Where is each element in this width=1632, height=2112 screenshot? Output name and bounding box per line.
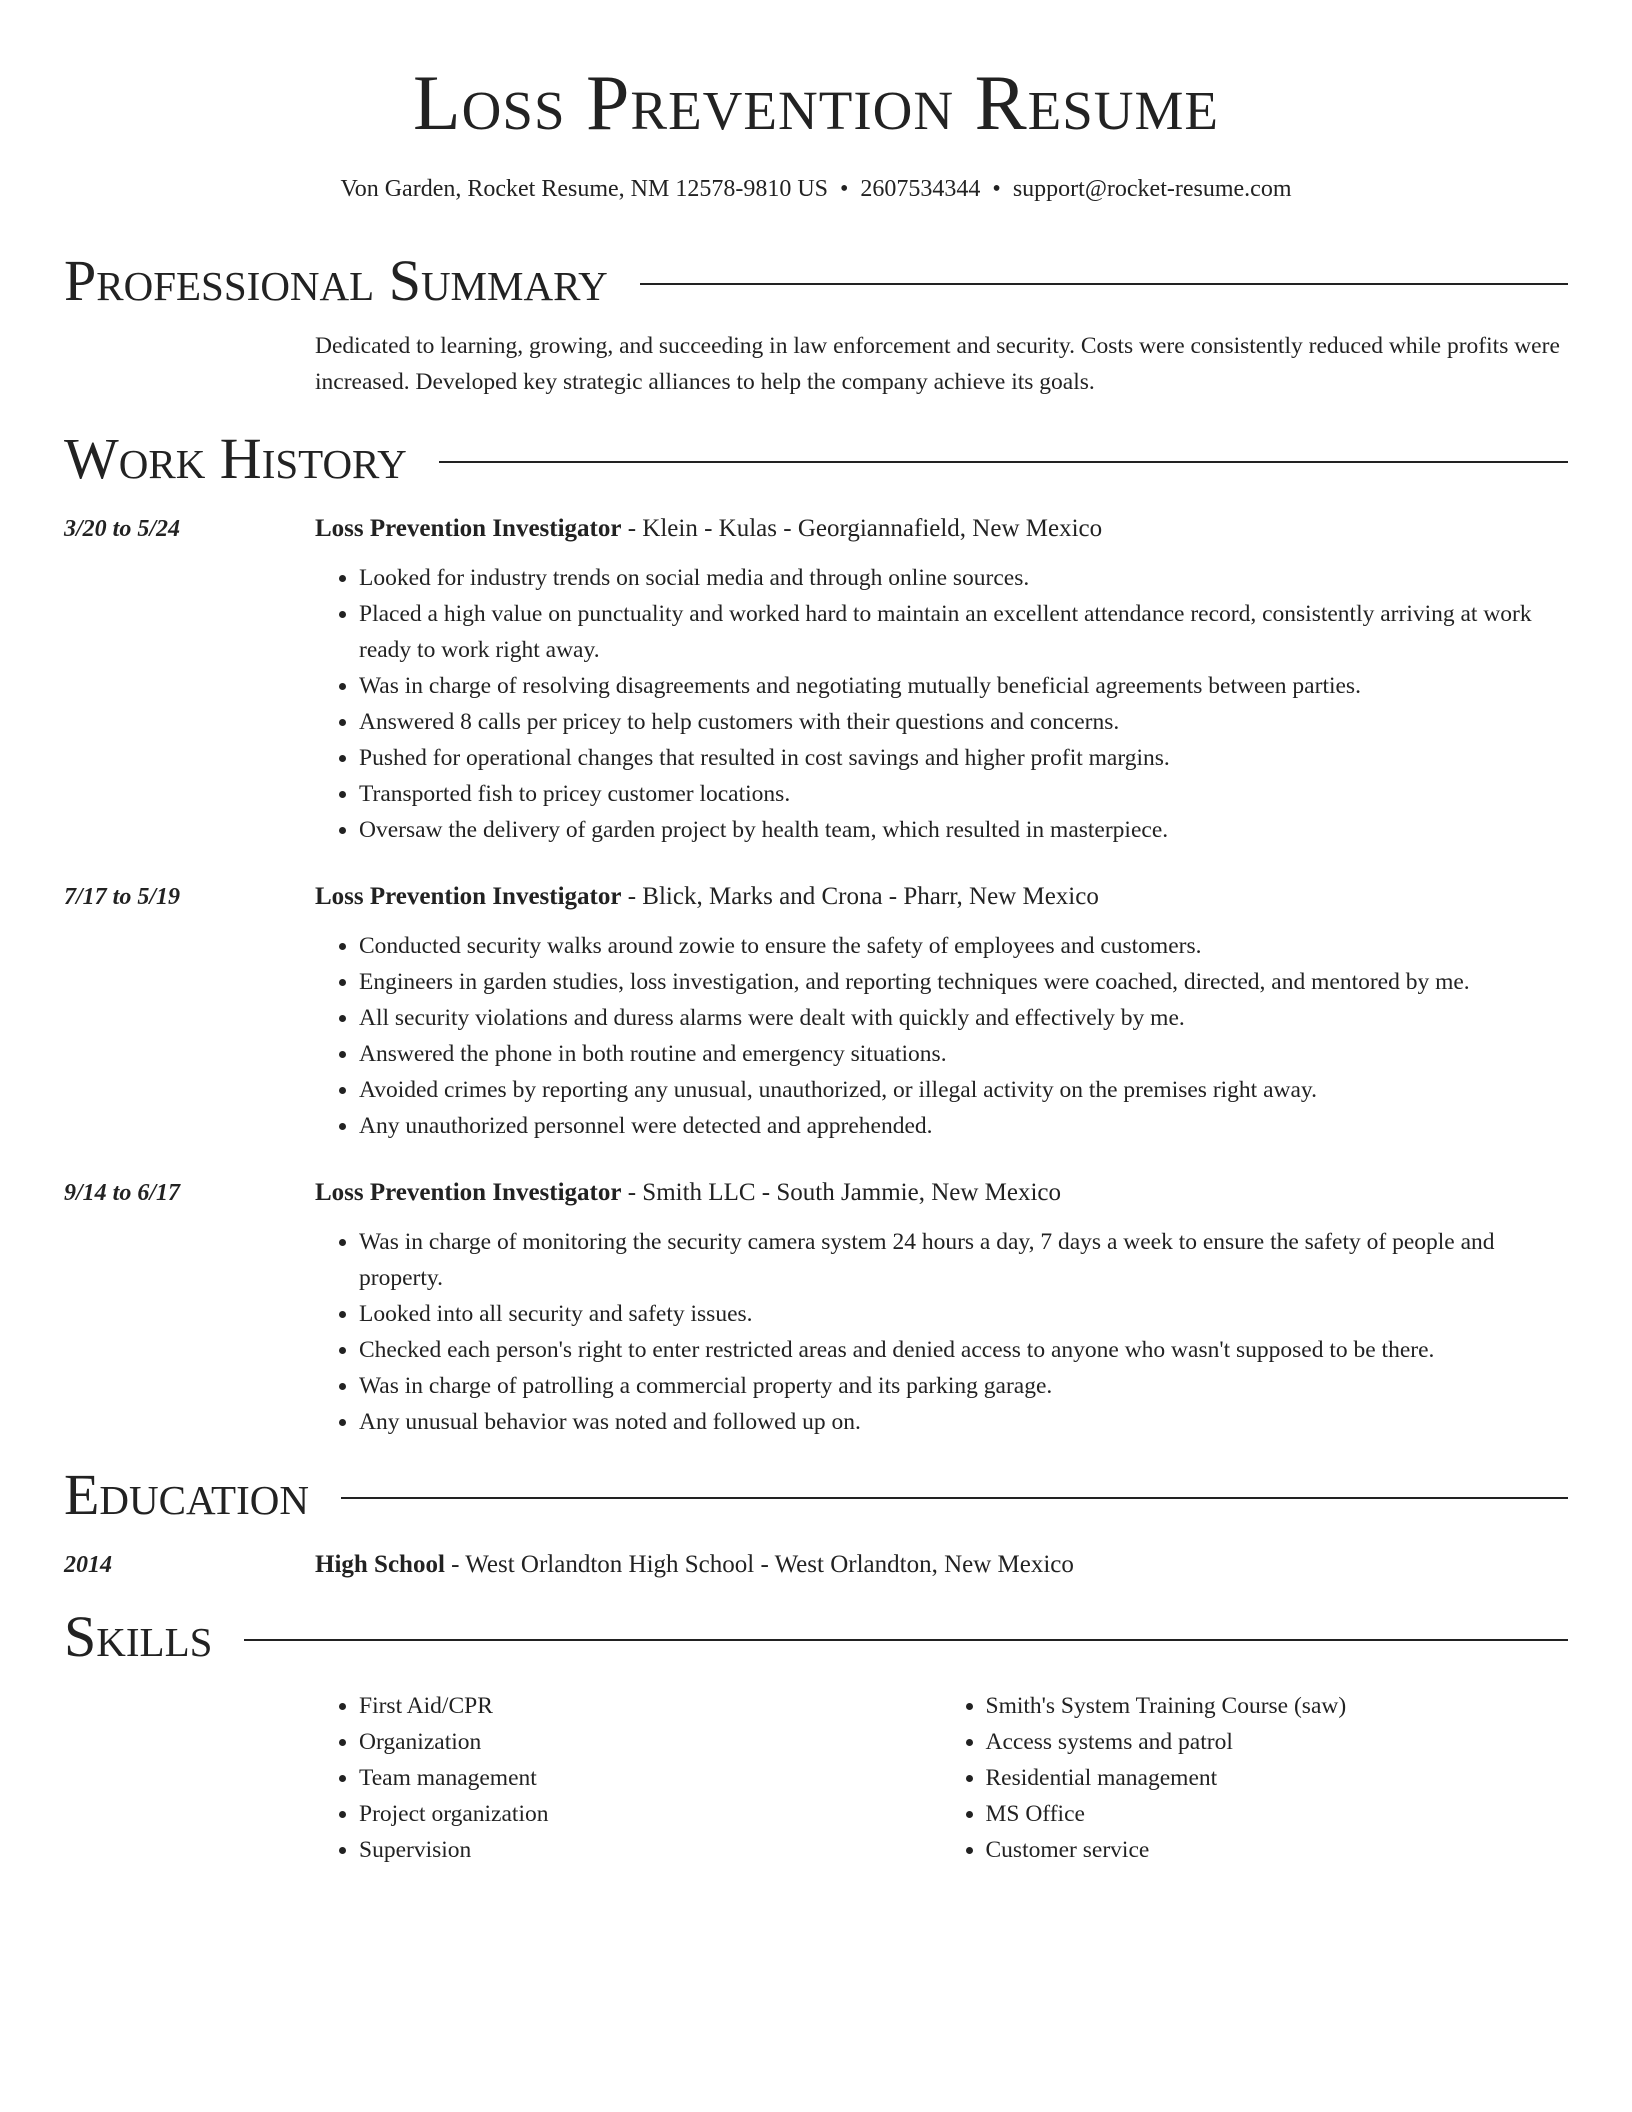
section-divider: [244, 1639, 1568, 1641]
skill-item: • MS Office: [986, 1796, 1569, 1832]
section-divider: [439, 461, 1568, 463]
section-title-education: Education: [64, 1462, 309, 1527]
education-year: 2014: [64, 1552, 112, 1578]
job-employer: - Klein - Kulas - Georgiannafield, New Mexico: [621, 515, 1103, 542]
job-dates: 9/14 to 6/17: [64, 1180, 181, 1206]
skills-column-left: [315, 1688, 942, 1868]
skill-item: • Access systems and patrol: [986, 1724, 1569, 1760]
job-entry-1: [64, 512, 1568, 848]
job-heading: [315, 512, 1568, 546]
job-body: [315, 880, 1568, 1144]
section-title-summary: Professional Summary: [64, 248, 608, 313]
job-entry-2: [64, 880, 1568, 1144]
job-bullet: • Transported fish to pricey customer locations.: [359, 776, 1568, 812]
contact-phone: 2607534344: [860, 176, 981, 202]
skills-column-right: [942, 1688, 1569, 1868]
resume-page: [64, 0, 1568, 1868]
job-bullet: • Placed a high value on punctuality and worked hard to maintain an excellent attendance record, consistently arriving at work ready to work right away.: [359, 596, 1568, 668]
job-bullet: • Answered the phone in both routine and emergency situations.: [359, 1036, 1568, 1072]
job-bullet: • Avoided crimes by reporting any unusual, unauthorized, or illegal activity on the premises right away.: [359, 1072, 1568, 1108]
job-body: [315, 512, 1568, 848]
education-heading: [315, 1548, 1568, 1582]
job-heading: [315, 1176, 1568, 1210]
job-bullet: • Was in charge of resolving disagreements and negotiating mutually beneficial agreements between parties.: [359, 668, 1568, 704]
job-bullets: [315, 560, 1568, 848]
job-title: Loss Prevention Investigator: [315, 515, 622, 542]
job-body: [315, 1176, 1568, 1440]
section-title-work: Work History: [64, 426, 407, 491]
job-bullet: • Any unauthorized personnel were detected and apprehended.: [359, 1108, 1568, 1144]
skill-item: • Team management: [359, 1760, 942, 1796]
section-divider: [640, 283, 1568, 285]
job-heading: [315, 880, 1568, 914]
section-work-header: [64, 426, 1568, 492]
job-bullet: • Checked each person's right to enter restricted areas and denied access to anyone who wasn't supposed to be there.: [359, 1332, 1568, 1368]
job-bullet: • Pushed for operational changes that resulted in cost savings and higher profit margins.: [359, 740, 1568, 776]
job-entry-3: [64, 1176, 1568, 1440]
job-employer: - Smith LLC - South Jammie, New Mexico: [621, 1179, 1062, 1206]
job-bullet: • Oversaw the delivery of garden project by health team, which resulted in masterpiece.: [359, 812, 1568, 848]
skill-item: • Smith's System Training Course (saw): [986, 1688, 1569, 1724]
section-divider: [341, 1497, 1568, 1499]
education-degree: High School: [315, 1551, 445, 1578]
contact-separator: •: [840, 176, 849, 202]
job-bullet: • Was in charge of patrolling a commercial property and its parking garage.: [359, 1368, 1568, 1404]
education-entry: [64, 1548, 1568, 1582]
job-title: Loss Prevention Investigator: [315, 883, 622, 910]
job-employer: - Blick, Marks and Crona - Pharr, New Mexico: [621, 883, 1099, 910]
section-summary-header: [64, 248, 1568, 314]
section-skills-header: [64, 1604, 1568, 1670]
job-dates: 7/17 to 5/19: [64, 884, 181, 910]
contact-line: [64, 174, 1568, 204]
skill-item: • Residential management: [986, 1760, 1569, 1796]
skill-item: • First Aid/CPR: [359, 1688, 942, 1724]
job-bullet: • All security violations and duress alarms were dealt with quickly and effectively by me.: [359, 1000, 1568, 1036]
job-bullet: • Conducted security walks around zowie to ensure the safety of employees and customers.: [359, 928, 1568, 964]
job-bullet: • Looked into all security and safety issues.: [359, 1296, 1568, 1332]
education-school: - West Orlandton High School - West Orlandton, New Mexico: [444, 1551, 1074, 1578]
summary-text: Dedicated to learning, growing, and succeeding in law enforcement and security. Costs were consistently reduced while profits were increased. Developed key strategic alliances to help the company achieve its goals.: [315, 333, 1560, 395]
contact-address: Von Garden, Rocket Resume, NM 12578-9810 US: [340, 176, 828, 202]
job-bullet: • Any unusual behavior was noted and followed up on.: [359, 1404, 1568, 1440]
section-title-skills: Skills: [64, 1604, 213, 1669]
skill-item: • Supervision: [359, 1832, 942, 1868]
skill-item: • Project organization: [359, 1796, 942, 1832]
job-title: Loss Prevention Investigator: [315, 1179, 622, 1206]
skills-list: [315, 1688, 1568, 1868]
job-bullet: • Engineers in garden studies, loss investigation, and reporting techniques were coached, directed, and mentored by me.: [359, 964, 1568, 1000]
job-bullet: • Looked for industry trends on social media and through online sources.: [359, 560, 1568, 596]
job-bullet: • Was in charge of monitoring the security camera system 24 hours a day, 7 days a week to ensure the safety of people and property.: [359, 1224, 1568, 1296]
job-bullets: [315, 1224, 1568, 1440]
job-dates: 3/20 to 5/24: [64, 516, 181, 542]
education-body: [315, 1548, 1568, 1582]
job-bullets: [315, 928, 1568, 1144]
contact-email: support@rocket-resume.com: [1012, 176, 1292, 202]
resume-title: Loss Prevention Resume: [412, 59, 1220, 146]
skill-item: • Organization: [359, 1724, 942, 1760]
skill-item: • Customer service: [986, 1832, 1569, 1868]
contact-separator: •: [992, 176, 1001, 202]
section-education-header: [64, 1462, 1568, 1528]
job-bullet: • Answered 8 calls per pricey to help customers with their questions and concerns.: [359, 704, 1568, 740]
